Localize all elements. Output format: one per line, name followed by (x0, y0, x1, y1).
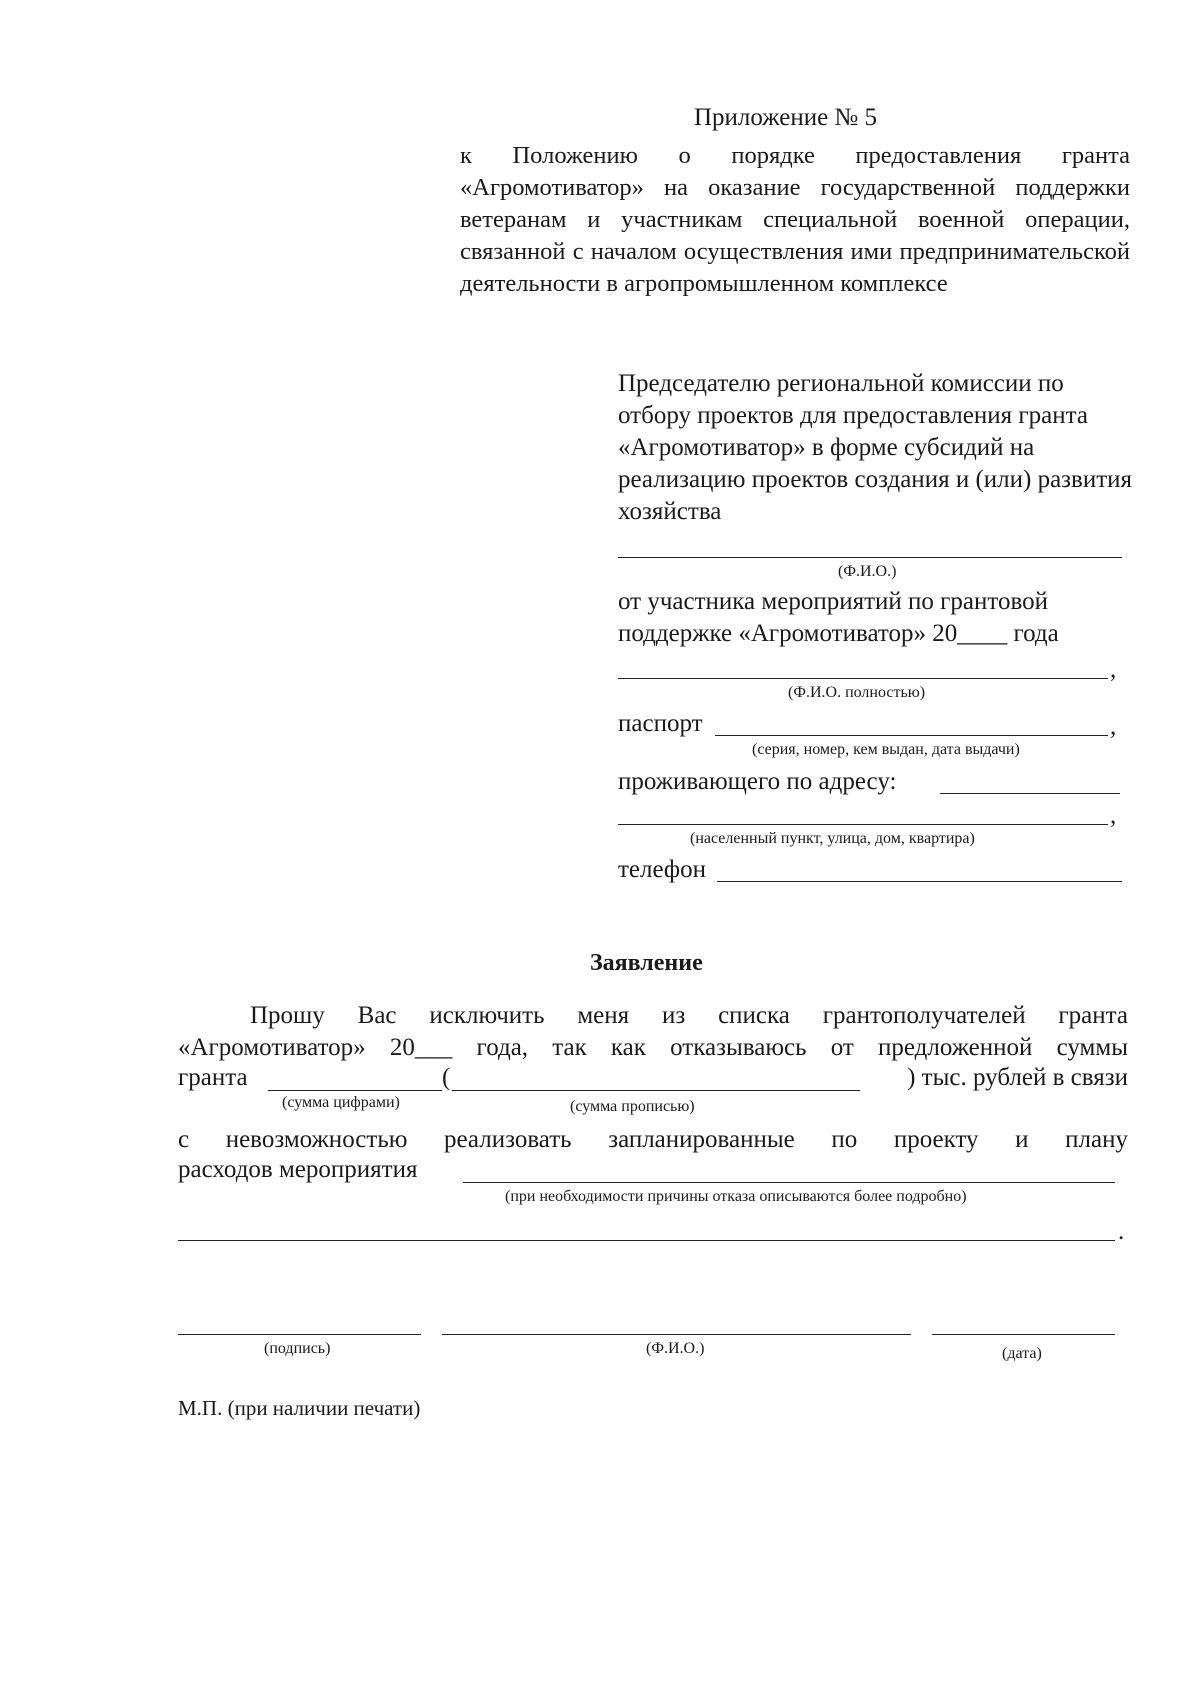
date-caption: (дата) (1002, 1345, 1042, 1362)
phone-line[interactable] (717, 881, 1122, 882)
sum-words-line[interactable] (452, 1090, 860, 1091)
participant-fio-caption: (Ф.И.О. полностью) (788, 684, 926, 701)
signature-fio-line[interactable] (442, 1334, 911, 1335)
statement-line-1: Прошу Вас исключить меня из списка грантополучателей гранта (250, 1002, 1128, 1029)
chairman-fio-caption: (Ф.И.О.) (838, 563, 897, 580)
passport-comma: , (1110, 713, 1117, 740)
participant-fio-line[interactable] (618, 678, 1108, 679)
passport-line[interactable] (715, 735, 1108, 736)
addressee-text: Председателю региональной комиссии по отбору проектов для предоставления гранта «Агромотиватор» в форме субсидий на реализацию проектов создания и (или) развития хозяйства (618, 370, 1133, 525)
address-caption: (населенный пункт, улица, дом, квартира) (690, 830, 975, 847)
phone-label: телефон (618, 856, 706, 883)
from-participant-line1: от участника мероприятий по грантовой (618, 588, 1048, 615)
reason-caption: (при необходимости причины отказа описываются более подробно) (505, 1188, 967, 1205)
date-line[interactable] (932, 1334, 1115, 1335)
address-label: проживающего по адресу: (618, 768, 897, 795)
sum-digits-line[interactable] (268, 1090, 442, 1091)
from-participant-line2: поддержке «Агромотиватор» 20____ года (618, 620, 1059, 647)
reason-line-1[interactable] (463, 1182, 1115, 1183)
grant-label: гранта (178, 1064, 248, 1091)
stamp-note: М.П. (при наличии печати) (178, 1396, 421, 1420)
statement-line-4: с невозможностью реализовать запланированные по проекту и плану (178, 1126, 1128, 1153)
open-paren: ( (442, 1064, 451, 1091)
signature-line[interactable] (178, 1334, 421, 1335)
signature-fio-caption: (Ф.И.О.) (646, 1340, 705, 1357)
address-line-1[interactable] (940, 793, 1120, 794)
reason-line-2[interactable] (178, 1240, 1115, 1241)
expenses-label: расходов мероприятия (178, 1156, 418, 1183)
participant-fio-comma: , (1110, 656, 1117, 683)
passport-caption: (серия, номер, кем выдан, дата выдачи) (752, 741, 1020, 758)
signature-caption: (подпись) (264, 1340, 331, 1357)
reason-period: . (1118, 1218, 1125, 1245)
grant-suffix: ) тыс. рублей в связи (907, 1064, 1128, 1091)
sum-words-caption: (сумма прописью) (570, 1098, 695, 1115)
statement-title: Заявление (590, 950, 703, 976)
appendix-title: Приложение № 5 (694, 104, 878, 131)
passport-label: паспорт (618, 710, 703, 737)
statement-line-2: «Агромотиватор» 20___ года, так как отказываюсь от предложенной суммы (178, 1034, 1128, 1061)
chairman-fio-line[interactable] (618, 557, 1122, 558)
address-line-2[interactable] (618, 824, 1108, 825)
address-comma: , (1110, 802, 1117, 829)
sum-digits-caption: (сумма цифрами) (282, 1094, 400, 1111)
appendix-text: к Положению о порядке предоставления гранта «Агромотиватор» на оказание государственной поддержки ветеранам и участникам специальной военной операции, связанной с началом осуществления ими предпринимательской деятельности в агропромышленном комплексе (460, 142, 1130, 297)
